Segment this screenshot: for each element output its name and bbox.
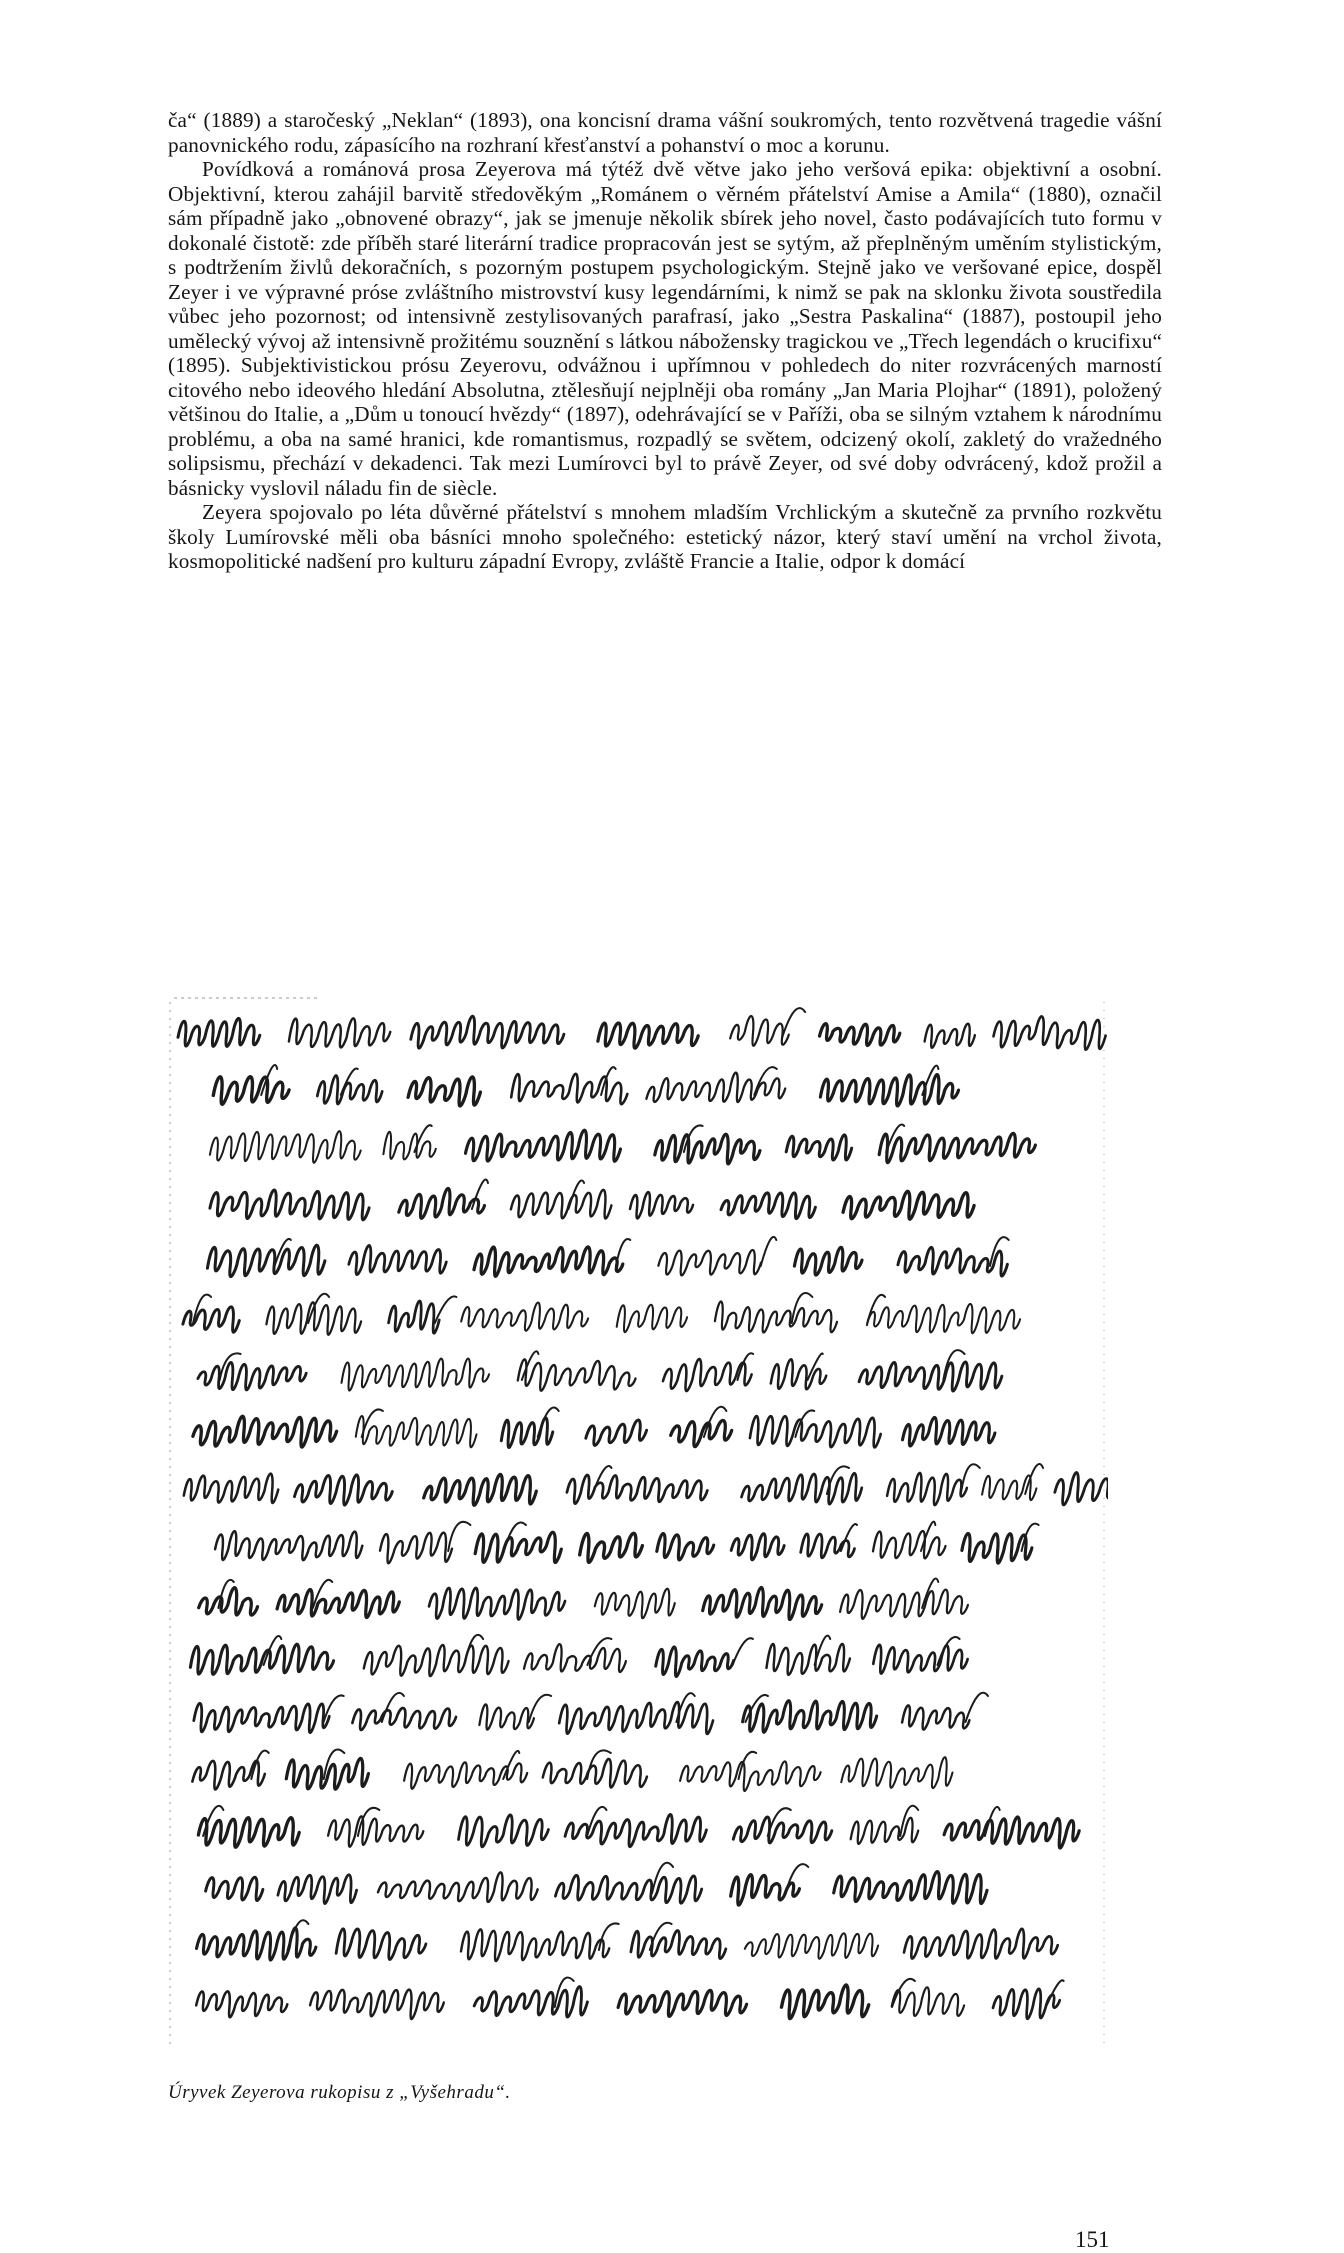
manuscript-stroke [559, 1702, 713, 1734]
paragraph-2: Povídková a románová prosa Zeyerova má týtéž dvě větve jako jeho veršová epika: objektivní a osobní. Objektivní, kterou zahájil barvitě středověkým „Románem o věrném přátelství Amise a Amila“ (1880), označil sám případně jako „obnovené obrazy“, jak se jmenuje několik sbírek jeho novel, často podávajících tuto formu v dokonalé čistotě: zde příběh staré literární tradice propracován jest se sytým, až přeplněným uměním stylistickým, s podtržením živlů dekoračních, s pozorným postupem psychologickým. Stejně jako ve veršované epice, dospěl Zeyer i ve výpravné próse zvláštního mistrovství kusy legendárními, k nimž se pak na sklonku života soustředila vůbec jeho pozornost; od intensivně zestylisovaných parafrasí, jako „Sestra Paskalina“ (1887), postoupil jeho umělecký vývoj až intensivně prožitému souznění s látkou náboženskу tragickou ve „Třech legendách o krucifixu“ (1895). Subjektivistickou prósu Zeyerovu, odvážnou i upřímnou v pohledech do niter rozvrácených marností citového nebo ideového hledání Absolutna, ztělesňují nejplněji oba romány „Jan Maria Plojhar“ (1891), položený většinou do Italie, a „Dům u tonoucí hvězdy“ (1897), odehrávající se v Paříži, oba se silným vztahem k národnímu problému, a oba na samé hranici, kde romantismus, rozpadlý se světem, odcizený okolí, zakletý do vražedného solipsismu, přechází v dekadenci. Tak mezi Lumírovci byl to právě Zeyer, od své doby odvrácený, kdož prožil a básnicky vyslovil náladu fin de siècle. [168, 157, 1162, 500]
manuscript-stroke [731, 1534, 784, 1560]
manuscript-stroke [210, 1131, 361, 1163]
manuscript-stroke [475, 1532, 561, 1562]
manuscript-stroke [380, 1533, 452, 1564]
manuscript-stroke [731, 1875, 800, 1905]
manuscript-stroke [543, 1759, 647, 1788]
manuscript-stroke [671, 1420, 732, 1446]
manuscript-stroke [771, 1359, 826, 1389]
manuscript-stroke [782, 1985, 869, 2019]
page-number: 151 [1075, 2227, 1110, 2252]
manuscript-stroke [903, 1417, 995, 1446]
manuscript-stroke [565, 1814, 706, 1846]
manuscript-stroke [448, 1522, 470, 1551]
manuscript-stroke [342, 1359, 490, 1391]
manuscript-stroke [382, 1693, 404, 1722]
manuscript-stroke [730, 1016, 789, 1046]
manuscript-stroke [362, 1409, 383, 1437]
manuscript-stroke [944, 1817, 1079, 1848]
manuscript-stroke [599, 1923, 619, 1950]
manuscript-stroke [567, 1475, 707, 1504]
manuscript-stroke [841, 1757, 952, 1788]
manuscript-stroke [786, 1135, 852, 1160]
manuscript-stroke [207, 1245, 325, 1276]
manuscript-stroke [184, 1474, 278, 1503]
manuscript-stroke [768, 1808, 791, 1836]
manuscript-stroke [1055, 1473, 1108, 1505]
manuscript-stroke [966, 1693, 989, 1722]
manuscript-stroke [178, 1018, 260, 1046]
manuscript-stroke [994, 1016, 1106, 1049]
manuscript-stroke [795, 1410, 814, 1437]
manuscript-stroke [474, 1247, 623, 1276]
manuscript-stroke [295, 1475, 393, 1505]
manuscript-stroke [213, 1077, 289, 1105]
manuscript-stroke [474, 1987, 587, 2017]
figure-caption: Úryvek Zeyerova rukopisu z „Vyšehradu“. [168, 2082, 511, 2103]
manuscript-stroke [739, 1752, 757, 1779]
manuscript-stroke [843, 1191, 974, 1219]
manuscript-stroke [767, 1644, 850, 1675]
manuscript-stroke [680, 1761, 821, 1791]
manuscript-stroke [511, 1190, 612, 1219]
manuscript-stroke [580, 1533, 643, 1562]
manuscript-stroke [646, 1073, 785, 1102]
manuscript-stroke [511, 1074, 627, 1104]
manuscript-stroke [424, 1474, 537, 1505]
manuscript-stroke [1022, 1524, 1039, 1551]
manuscript-stroke [529, 1695, 551, 1722]
manuscript-stroke [210, 1190, 369, 1220]
manuscript-stroke [617, 1305, 687, 1333]
manuscript-stroke [840, 1590, 968, 1619]
manuscript-stroke [703, 1587, 822, 1619]
manuscript-stroke [859, 1362, 1002, 1391]
manuscript-stroke [658, 1250, 761, 1275]
manuscript-stroke [598, 1023, 698, 1048]
manuscript-stroke [733, 1638, 753, 1665]
manuscript-stroke [820, 1024, 900, 1046]
manuscript-stroke [356, 1416, 477, 1447]
manuscript-stroke [277, 1589, 399, 1617]
manuscript-stroke [461, 1929, 609, 1961]
manuscript-stroke [631, 1931, 726, 1959]
manuscript-stroke [921, 1522, 935, 1551]
manuscript-stroke [655, 1134, 760, 1164]
manuscript-stroke [399, 1188, 485, 1218]
manuscript-stroke [289, 1018, 390, 1047]
manuscript-stroke [199, 1588, 258, 1615]
body-text [168, 108, 1162, 574]
manuscript-stroke [657, 1534, 714, 1560]
manuscript-stroke [206, 1877, 263, 1900]
manuscript-stroke [982, 1475, 1036, 1500]
manuscript-stroke [324, 1695, 344, 1722]
manuscript-stroke [586, 1420, 647, 1445]
manuscript-stroke [198, 1362, 306, 1390]
manuscript-stroke [193, 1416, 337, 1447]
manuscript-stroke [479, 1704, 534, 1729]
manuscript-stroke [336, 1929, 426, 1960]
manuscript-stroke [892, 1987, 964, 2016]
manuscript-stroke [851, 1818, 919, 1844]
manuscript-stroke [630, 1192, 693, 1218]
manuscript-stroke [194, 1703, 329, 1732]
manuscript-stroke [459, 1815, 549, 1847]
manuscript-stroke [192, 1761, 264, 1790]
paragraph-3: Zeyera spojovalo po léta důvěrné přátelství s mnohem mladším Vrchlickým a skutečně za prvního rozkvětu školy Lumírovské měli oba básníci mnoho společného: estetický názor, který staví umění na vrchol života, kosmopolitické nadšení pro kulturu západní Evropy, zvláště Francie a Italie, odpor k domácí [168, 500, 1162, 573]
manuscript-stroke [656, 1647, 734, 1677]
manuscript-stroke [183, 1307, 239, 1332]
manuscript-stroke [742, 1473, 862, 1504]
paragraph-1: ča“ (1889) a staročeský „Neklan“ (1893), ona koncisní drama vášní soukromých, tento rozvětvená tragedie vášní panovnického rodu, zápasícího na rozhraní křesťanství a pohanství o moc a korunu. [168, 108, 1162, 157]
manuscript-stroke [429, 1588, 565, 1620]
manuscript-stroke [389, 1301, 440, 1333]
manuscript-stroke [313, 1580, 332, 1608]
manuscript-stroke [349, 1245, 447, 1274]
manuscript-stroke [786, 1864, 809, 1893]
manuscript-stroke [196, 1991, 287, 2017]
manuscript-stroke [317, 1075, 382, 1104]
manuscript-stroke [466, 1130, 621, 1161]
manuscript-stroke [904, 1929, 1058, 1959]
manuscript-stroke [461, 1302, 588, 1330]
manuscript-stroke [887, 1473, 967, 1505]
manuscript-stroke [743, 1701, 877, 1733]
manuscript-stroke [411, 1016, 564, 1048]
manuscript-stroke [761, 1237, 777, 1266]
manuscript-stroke [867, 1304, 1020, 1333]
manuscript-stroke [308, 1294, 329, 1323]
manuscript-stroke [501, 1418, 553, 1448]
manuscript-stroke [595, 1589, 675, 1619]
manuscript-stroke [518, 1359, 636, 1390]
manuscript-stroke [198, 1818, 299, 1848]
manuscript-stroke [504, 1522, 526, 1551]
manuscript-stroke [618, 1990, 747, 2016]
manuscript-stroke [215, 1531, 362, 1560]
manuscript-stroke [190, 1644, 333, 1674]
manuscript-stroke [782, 1008, 805, 1038]
manuscript-stroke [733, 1817, 832, 1843]
manuscript-stroke [834, 1872, 987, 1904]
manuscript-stroke [750, 1416, 881, 1447]
manuscript-stroke [352, 1708, 456, 1730]
manuscript-stroke [408, 1077, 480, 1106]
manuscript-stroke [873, 1645, 967, 1674]
manuscript-stroke [555, 1875, 701, 1903]
manuscript-stroke [278, 1875, 357, 1904]
manuscript-stroke [197, 1928, 316, 1960]
manuscript-stroke [820, 1075, 958, 1106]
manuscript-stroke [1025, 1464, 1043, 1494]
manuscript-stroke [902, 1705, 969, 1729]
manuscript-stroke [925, 1024, 975, 1048]
manuscript-stroke [587, 1750, 611, 1779]
manuscript-stroke [794, 1247, 862, 1275]
manuscript-image [168, 996, 1108, 2054]
manuscript-stroke [993, 1989, 1060, 2019]
manuscript-stroke [364, 1645, 509, 1676]
manuscript-stroke [435, 1296, 457, 1323]
manuscript-stroke [745, 1933, 878, 1958]
manuscript-stroke [328, 1816, 423, 1847]
manuscript-stroke [383, 1132, 435, 1160]
manuscript-stroke [715, 1301, 837, 1332]
manuscript-stroke [873, 1531, 946, 1558]
manuscript-stroke [879, 1133, 1035, 1162]
manuscript-stroke [867, 1295, 885, 1323]
manuscript-stroke [378, 1872, 538, 1902]
manuscript-stroke [961, 1464, 980, 1494]
manuscript-stroke [310, 1990, 444, 2019]
manuscript-stroke [524, 1644, 626, 1672]
manuscript-stroke [721, 1193, 815, 1219]
